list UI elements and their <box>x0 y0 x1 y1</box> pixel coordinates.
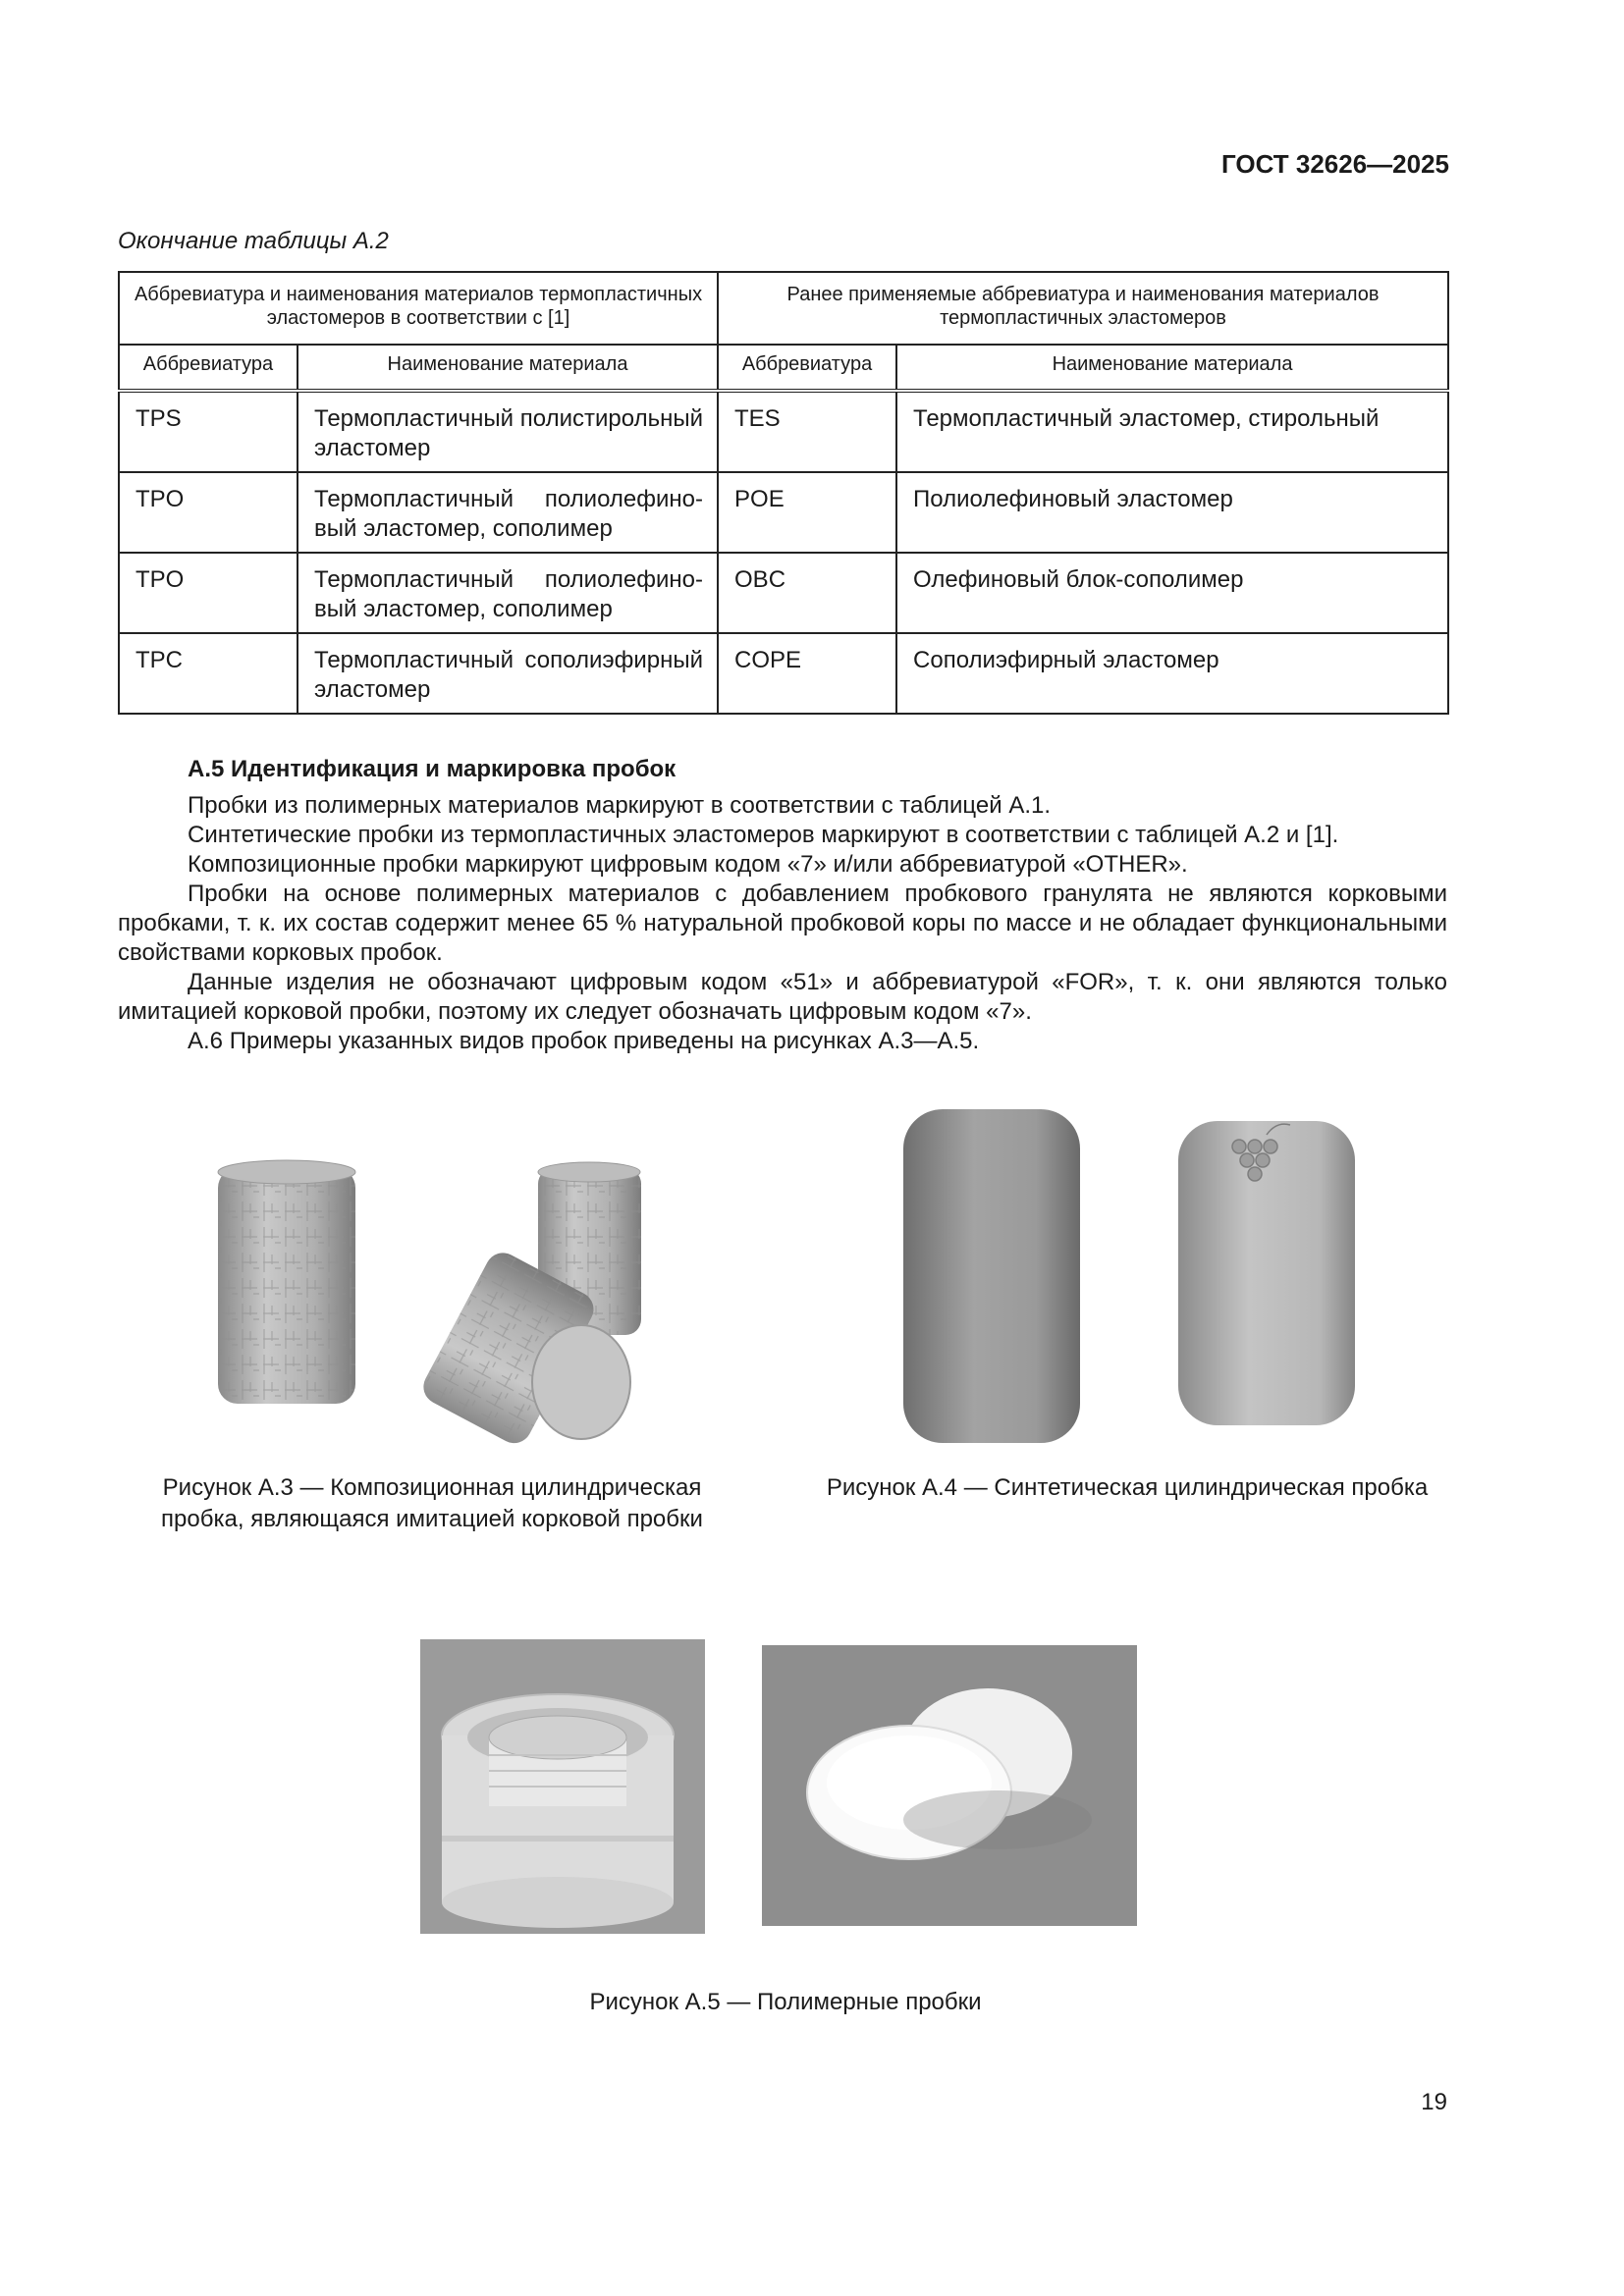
table-cell-abbr: TPO <box>119 553 298 633</box>
paragraph: Пробки из полимерных материалов маркируют в соответствии с таблицей А.1. <box>188 792 1052 819</box>
table-column-header: Аббревиатура <box>718 345 896 391</box>
table-column-header: Аббревиатура <box>119 345 298 391</box>
paragraph: Композиционные пробки маркируют цифровым кодом «7» и/или аббревиатурой «OTHER». <box>188 851 1188 878</box>
table-cell-abbr: TPS <box>119 391 298 472</box>
section-heading: А.5 Идентификация и маркировка пробок <box>188 756 677 782</box>
table-cell-abbr: TPC <box>119 633 298 714</box>
paragraph: Данные изделия не обозначают цифровым кодом «51» и аббревиатурой «FOR», т. к. они являются только имитацией корковой пробки, поэтому их следует обозначать цифровым кодом «7». <box>118 969 1447 1025</box>
table-row <box>119 633 1448 714</box>
table-cell-old-name: Полиолефиновый эластомер <box>896 472 1448 553</box>
standard-number: ГОСТ 32626—2025 <box>1221 149 1449 179</box>
table-cell-old-abbr: OBC <box>718 553 896 633</box>
table-row <box>119 472 1448 553</box>
paragraph: Синтетические пробки из термопластичных эластомеров маркируют в соответствии с таблицей А.2 и [1]. <box>188 822 1339 848</box>
polymer-stopper-image <box>762 1645 1137 1926</box>
table-row <box>119 391 1448 472</box>
paragraph: А.6 Примеры указанных видов пробок приведены на рисунках А.3—А.5. <box>188 1028 980 1054</box>
page-number: 19 <box>1421 2089 1447 2115</box>
table-cell-name: Термопластичный полиолефиновый эластомер, сополимер <box>298 553 718 633</box>
table-cell-old-name: Термопластичный эластомер, стирольный <box>896 391 1448 472</box>
composite-cork-image <box>196 1148 668 1463</box>
paragraph: Пробки на основе полимерных материалов с добавлением пробкового гранулята не являются корковыми пробками, т. к. их состав содержит менее 65 % натуральной пробковой коры по массе и не обладает функциональными свойствами корковых пробок. <box>118 881 1447 966</box>
table-group-header: Ранее применяемые аббревиатура и наименования материалов термопластичных эластомеров <box>718 272 1448 345</box>
figure-a5-caption: Рисунок А.5 — Полимерные пробки <box>589 1989 982 2015</box>
table-cell-name: Термопластичный сополиэфирный эластомер <box>298 633 718 714</box>
table-cell-old-abbr: POE <box>718 472 896 553</box>
table-row <box>119 553 1448 633</box>
table-cell-old-name: Сополиэфирный эластомер <box>896 633 1448 714</box>
table-cell-old-abbr: TES <box>718 391 896 472</box>
table-group-header: Аббревиатура и наименования материалов термопластичных эластомеров в соответствии с [1] <box>119 272 718 345</box>
table-cell-abbr: TPO <box>119 472 298 553</box>
table-column-header: Наименование материала <box>896 345 1448 391</box>
materials-table <box>118 271 1449 715</box>
table-cell-name: Термопластичный полиолефиновый эластомер, сополимер <box>298 472 718 553</box>
figure-a4-caption: Рисунок А.4 — Синтетическая цилиндрическая пробка <box>826 1474 1429 1501</box>
table-cell-name: Термопластичный полистирольный эластомер <box>298 391 718 472</box>
table-cell-old-abbr: COPE <box>718 633 896 714</box>
table-column-header: Наименование материала <box>298 345 718 391</box>
synthetic-cork-image <box>884 1099 1375 1453</box>
polymer-cap-image <box>420 1639 705 1934</box>
table-cell-old-name: Олефиновый блок-сополимер <box>896 553 1448 633</box>
figure-a3-caption: Рисунок А.3 — Композиционная цилиндрическая пробка, являющаяся имитацией корковой пробки <box>161 1474 703 1532</box>
table-caption: Окончание таблицы А.2 <box>118 228 389 254</box>
